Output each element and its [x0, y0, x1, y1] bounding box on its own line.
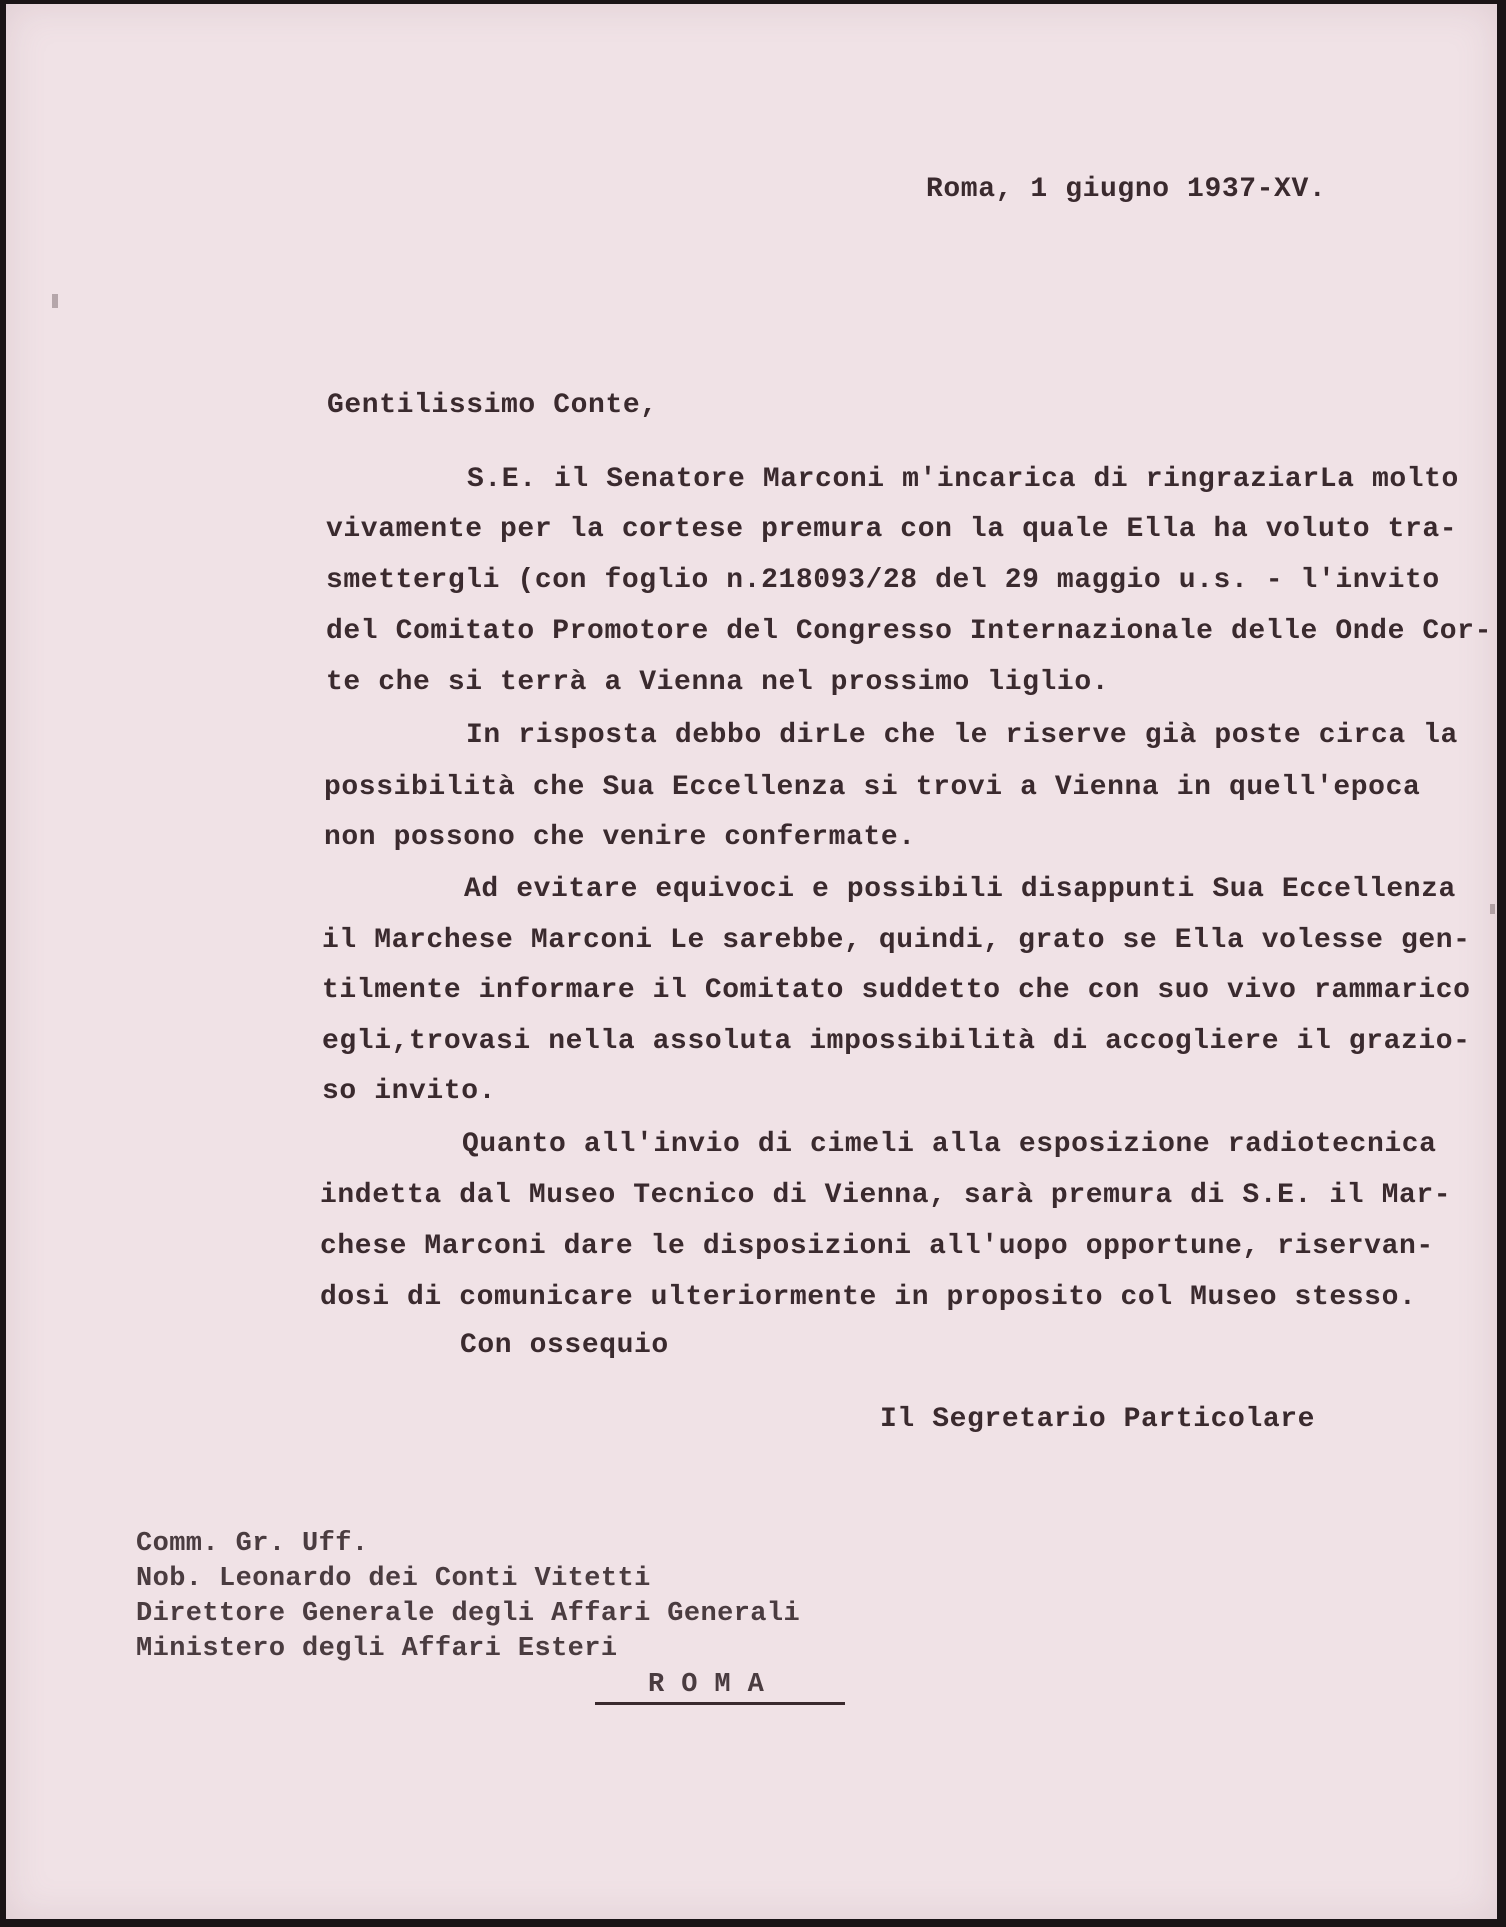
paper-speck [1490, 904, 1495, 914]
paper-speck [52, 294, 58, 308]
body-line: non possono che venire confermate. [324, 822, 916, 853]
body-line: smettergli (con foglio n.218093/28 del 29 maggio u.s. - l'invito [326, 565, 1440, 596]
salutation: Gentilissimo Conte, [327, 390, 658, 421]
letter-date: Roma, 1 giugno 1937-XV. [926, 174, 1327, 205]
body-line: dosi di comunicare ulteriormente in proposito col Museo stesso. [320, 1282, 1417, 1313]
body-line: Ad evitare equivoci e possibili disappunti Sua Eccellenza [464, 874, 1456, 905]
letter-page [6, 4, 1497, 1919]
body-line: chese Marconi dare le disposizioni all'uopo opportune, riservan- [320, 1231, 1434, 1262]
body-line: vivamente per la cortese premura con la quale Ella ha voluto tra- [326, 514, 1458, 545]
closing: Con ossequio [460, 1330, 669, 1361]
address-line: Comm. Gr. Uff. [136, 1529, 369, 1559]
body-line: egli,trovasi nella assoluta impossibilità di accogliere il grazio- [322, 1026, 1471, 1057]
body-line: In risposta debbo dirLe che le riserve già poste circa la [466, 720, 1458, 751]
body-line: so invito. [322, 1076, 497, 1107]
address-city: R O M A [648, 1670, 765, 1700]
city-underline [595, 1702, 845, 1705]
signature-title: Il Segretario Particolare [880, 1404, 1316, 1435]
body-line: del Comitato Promotore del Congresso Internazionale delle Onde Cor- [326, 616, 1492, 647]
body-line: il Marchese Marconi Le sarebbe, quindi, grato se Ella volesse gen- [322, 925, 1471, 956]
body-line: Quanto all'invio di cimeli alla esposizione radiotecnica [462, 1129, 1437, 1160]
body-line: possibilità che Sua Eccellenza si trovi a Vienna in quell'epoca [324, 772, 1421, 803]
body-line: te che si terrà a Vienna nel prossimo liglio. [326, 667, 1110, 698]
address-line: Ministero degli Affari Esteri [136, 1634, 618, 1664]
address-line: Direttore Generale degli Affari Generali [136, 1599, 801, 1629]
body-line: tilmente informare il Comitato suddetto che con suo vivo rammarico [322, 975, 1471, 1006]
body-line: S.E. il Senatore Marconi m'incarica di ringraziarLa molto [467, 464, 1459, 495]
address-line: Nob. Leonardo dei Conti Vitetti [136, 1564, 651, 1594]
body-line: indetta dal Museo Tecnico di Vienna, sarà premura di S.E. il Mar- [320, 1180, 1452, 1211]
